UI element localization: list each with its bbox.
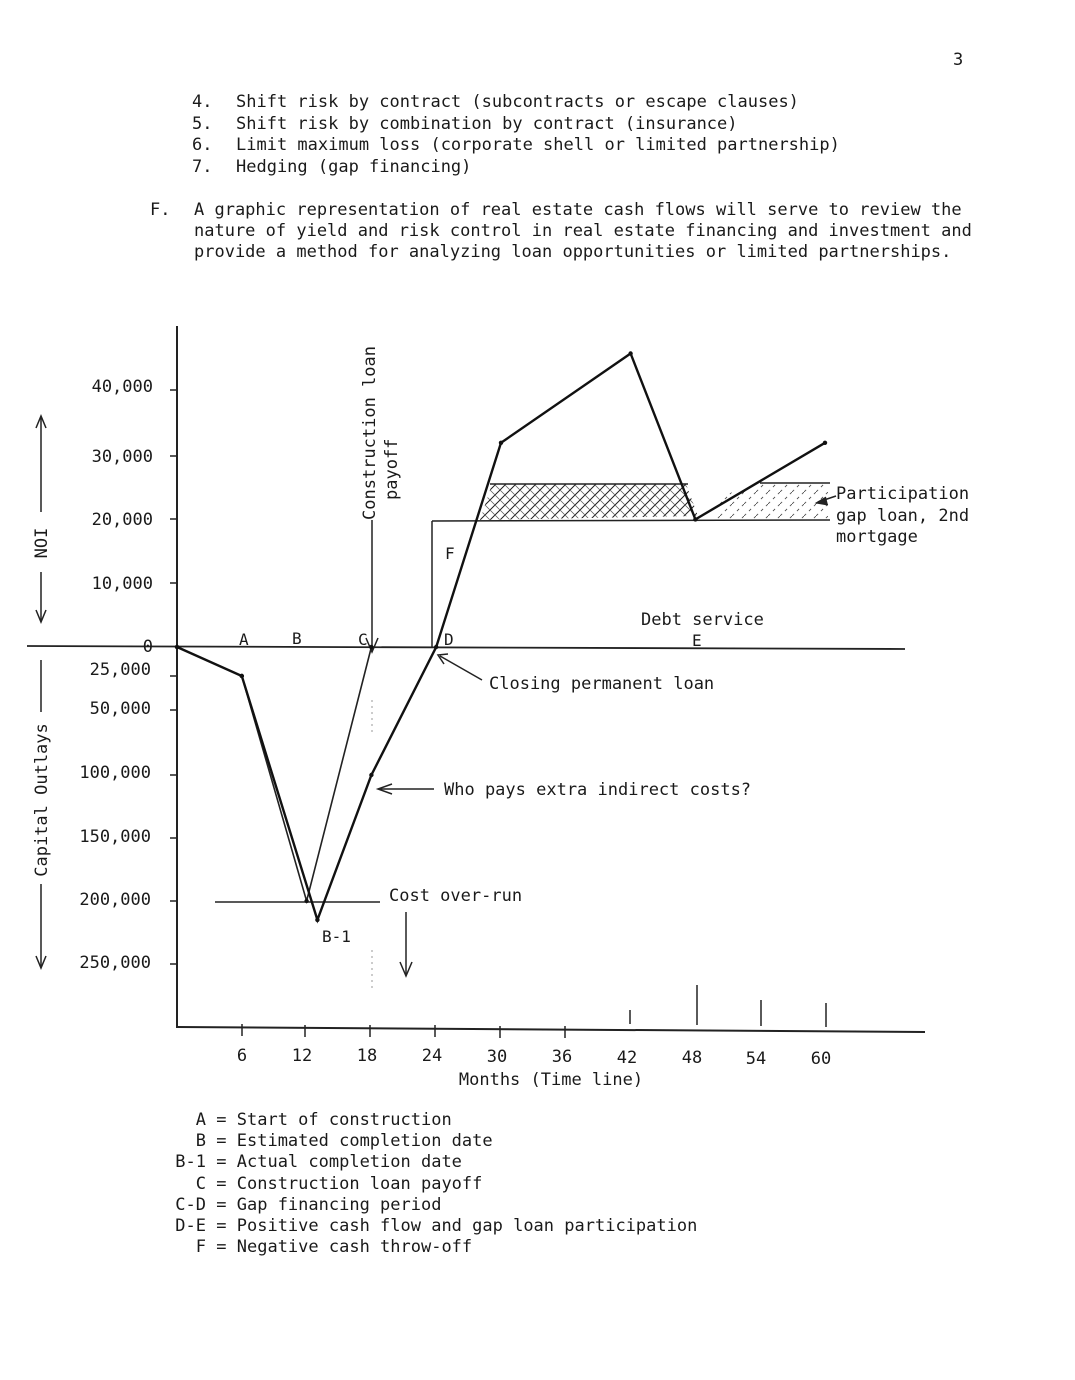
point-label-b1: B-1 (322, 927, 351, 946)
participation-label: Participation (836, 484, 970, 504)
cost-overrun-label: Cost over-run (389, 886, 523, 906)
page-number: 3 (953, 50, 964, 70)
debt-service-label: Debt service (641, 610, 764, 630)
y-tick-label: 150,000 (79, 827, 151, 847)
x-tick-label: 42 (616, 1048, 638, 1068)
x-tick-labels (237, 1046, 831, 1069)
y-tick-labels (79, 377, 153, 973)
data-point (175, 645, 179, 649)
point-label-b: B (292, 629, 302, 648)
data-point (369, 773, 373, 777)
y-tick-label: 30,000 (91, 447, 153, 467)
actual-cash-flow-line (177, 354, 825, 920)
y-tick-label: 250,000 (79, 953, 151, 973)
y-tick-label: 25,000 (89, 660, 151, 680)
debt-service-line (432, 520, 830, 521)
x-tick-label: 18 (356, 1046, 378, 1066)
list-item: 7. Hedging (gap financing) (192, 156, 472, 177)
x-axis-label: Months (Time line) (458, 1070, 644, 1090)
x-tick-label: 48 (681, 1048, 703, 1068)
gap-loan-hatch (480, 484, 698, 520)
noi-axis-label: NOI (32, 527, 52, 559)
x-tick-label: 30 (486, 1047, 508, 1067)
data-point (240, 674, 244, 678)
x-tick-label: 54 (745, 1049, 767, 1069)
y-tick-label: 50,000 (89, 699, 151, 719)
data-point (693, 517, 697, 521)
legend-item: A = Start of construction (195, 1110, 452, 1130)
point-label-c: C (358, 630, 368, 649)
list-item: 6. Limit maximum loss (corporate shell or limited partnership) (192, 135, 840, 155)
zero-line (27, 646, 905, 649)
legend-item: B-1 = Actual completion date (175, 1152, 462, 1173)
closing-permanent-label: Closing permanent loan (489, 674, 715, 694)
y-tick-label: 200,000 (79, 890, 151, 910)
list-item: 4. Shift risk by contract (subcontracts or escape clauses) (192, 92, 799, 112)
section-f-text: A graphic representation of real estate cash flows will serve to review the nature of yield and risk control in real estate financing and investment and provide a method for analyzing loan opportunities or limited partnerships. (194, 200, 972, 262)
data-point (304, 899, 308, 903)
mortgage-label: mortgage (836, 527, 918, 547)
legend-item: F = Negative cash throw-off (195, 1237, 473, 1258)
data-point (315, 918, 319, 922)
data-point (499, 441, 503, 445)
gap-loan-label: gap loan, 2nd (836, 506, 970, 526)
point-label-e: E (692, 631, 702, 650)
y-tick-label: 20,000 (91, 510, 153, 530)
legend-item: C-D = Gap financing period (175, 1194, 442, 1215)
payoff-label: payoff (382, 438, 402, 500)
x-tick-label: 12 (291, 1046, 313, 1066)
section-f-label: F. (150, 200, 171, 220)
x-tick-label: 6 (236, 1046, 248, 1066)
legend-item: B = Estimated completion date (195, 1131, 493, 1152)
point-label-f: F (445, 544, 455, 563)
x-axis (177, 1027, 925, 1032)
data-point (369, 645, 373, 649)
x-tick-label: 36 (551, 1047, 573, 1067)
construction-loan-label: Construction loan (360, 346, 380, 520)
point-label-a: A (239, 630, 249, 649)
y-tick-label: 100,000 (79, 763, 151, 783)
y-tick-label: 0 (142, 637, 153, 657)
data-point (823, 441, 827, 445)
y-tick-label: 10,000 (91, 574, 153, 594)
capital-axis-label: Capital Outlays (32, 723, 52, 877)
point-label-d: D (444, 630, 454, 649)
who-pays-label: Who pays extra indirect costs? (444, 780, 752, 800)
estimated-cash-flow-line (177, 647, 371, 901)
legend-item: C = Construction loan payoff (195, 1173, 483, 1194)
data-point (434, 645, 438, 649)
x-tick-label: 60 (810, 1049, 832, 1069)
x-tick-label: 24 (421, 1046, 443, 1066)
y-tick-label: 40,000 (91, 377, 153, 397)
legend-item: D-E = Positive cash flow and gap loan participation (175, 1215, 698, 1236)
list-item: 5. Shift risk by combination by contract (insurance) (192, 113, 738, 134)
chart-legend (140, 1110, 697, 1258)
data-point (628, 351, 632, 355)
closing-arrow (440, 656, 482, 680)
gap-loan-hatch-2 (712, 484, 828, 520)
